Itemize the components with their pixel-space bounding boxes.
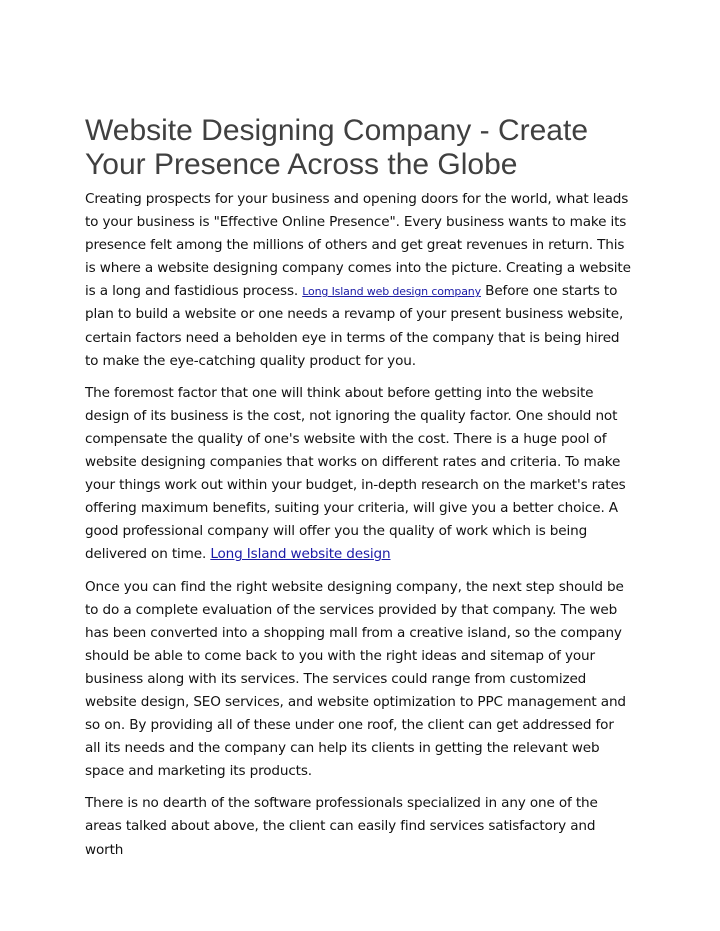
paragraph-1-text-after: Before one starts to plan to build a website or one needs a revamp of your present business website, certain factors need a beholden eye in terms of the company that is being hired to make the eye-catching quality product for you. xyxy=(85,283,624,369)
paragraph-3: Once you can find the right website designing company, the next step should be to do a complete evaluation of the services provided by that company. The web has been converted into a shopping mall from a creative island, so the company should be able to come back to you with the right ideas and sitemap of your business along with its services. The services could range from customized website design, SEO services, and website optimization to PPC management and so on. By providing all of these under one roof, the client can get addressed for all its needs and the company can help its clients in getting the relevant web space and marketing its products. xyxy=(85,578,626,780)
paragraph-2 xyxy=(85,382,633,567)
paragraph-2-text: The foremost factor that one will think about before getting into the website design of its business is the cost, not ignoring the quality factor. One should not compensate the quality of one's website with the cost. There is a huge pool of website designing companies that works on different rates and criteria. To make your things work out within your budget, in-depth research on the market's rates offering maximum benefits, suiting your criteria, will give you a better choice. A good professional company will offer you the quality of work which is being delivered on time. xyxy=(85,384,626,563)
long-island-website-design-link[interactable]: Long Island website design xyxy=(210,546,391,563)
paragraph-4: There is no dearth of the software professionals specialized in any one of the areas talked about above, the client can easily find services satisfactory and worth xyxy=(85,795,598,858)
document-title: Website Designing Company - Create Your Presence Across the Globe xyxy=(85,114,589,181)
paragraph-1 xyxy=(85,188,633,373)
paragraph-1-text: Creating prospects for your business and opening doors for the world, what leads to your business is "Effective Online Presence". Every business wants to make its presence felt among the millions of others and get great revenues in return. This is where a website designing company comes into the picture. Creating a website is a long and fastidious process. xyxy=(85,191,631,300)
document-page xyxy=(85,114,633,871)
long-island-web-design-company-link[interactable]: Long Island web design company xyxy=(302,285,481,299)
